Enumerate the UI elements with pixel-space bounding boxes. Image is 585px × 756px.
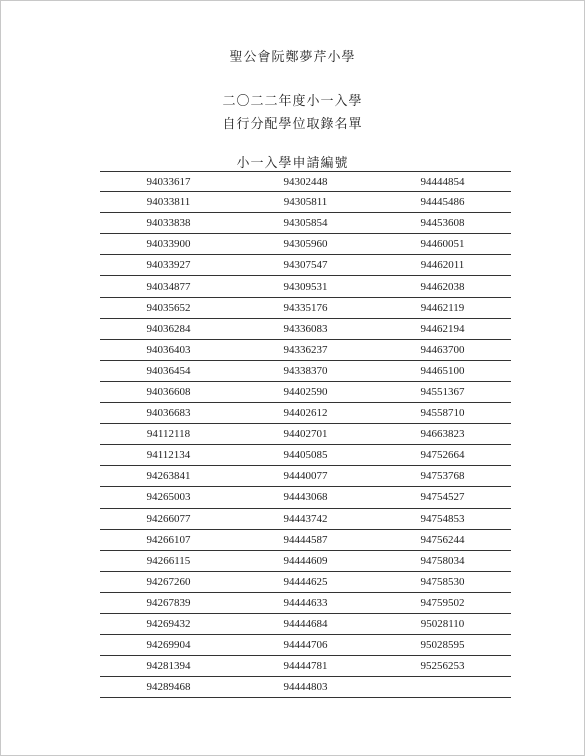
application-number-cell: 94443068	[283, 491, 328, 504]
application-number-cell: 94035652	[146, 301, 191, 314]
application-number-cell: 94033811	[146, 196, 191, 209]
application-number-cell: 94444781	[283, 660, 328, 673]
application-number-cell: 94265003	[146, 491, 191, 504]
table-row	[100, 213, 511, 234]
application-number-cell: 94033900	[146, 238, 191, 251]
application-number-cell: 94758530	[420, 575, 465, 588]
application-number-cell: 94444609	[283, 554, 328, 567]
application-number-cell: 94445486	[420, 196, 465, 209]
application-number-cell: 94444803	[283, 681, 328, 694]
application-number-cell: 94335176	[283, 301, 328, 314]
application-number-cell: 94558710	[420, 407, 465, 420]
table-row	[100, 319, 511, 340]
application-number-cell: 94267260	[146, 575, 191, 588]
application-number-cell: 94463700	[420, 343, 465, 356]
application-number-cell: 94266107	[146, 533, 191, 546]
application-number-cell: 94036284	[146, 322, 191, 335]
application-number-cell: 94402612	[283, 407, 328, 420]
application-number-cell: 94267839	[146, 596, 191, 609]
table-row	[100, 171, 511, 192]
table-row	[100, 424, 511, 445]
table-row	[100, 298, 511, 319]
application-number-cell: 94405085	[283, 449, 328, 462]
application-number-cell: 95028595	[420, 639, 465, 652]
table-row	[100, 509, 511, 530]
application-number-cell: 94444706	[283, 639, 328, 652]
application-number-cell: 94033927	[146, 259, 191, 272]
application-number-cell: 94756244	[420, 533, 465, 546]
application-number-cell: 94443742	[283, 512, 328, 525]
application-number-cell: 94036403	[146, 343, 191, 356]
table-row	[100, 487, 511, 508]
application-number-cell: 94444854	[420, 175, 465, 188]
table-row	[100, 255, 511, 276]
table-row	[100, 466, 511, 487]
application-number-cell: 94305854	[283, 217, 328, 230]
application-number-cell: 94460051	[420, 238, 465, 251]
application-number-cell: 94402701	[283, 428, 328, 441]
application-number-cell: 94462011	[420, 259, 465, 272]
application-number-cell: 94305960	[283, 238, 328, 251]
table-row	[100, 276, 511, 297]
application-number-cell: 94336237	[283, 343, 328, 356]
application-number-cell: 94036454	[146, 364, 191, 377]
application-number-cell: 94465100	[420, 364, 465, 377]
application-number-cell: 94759502	[420, 596, 465, 609]
application-number-cell: 94462038	[420, 280, 465, 293]
year-title: 二〇二二年度小一入學	[222, 94, 363, 109]
application-number-cell: 94753768	[420, 470, 465, 483]
table-row	[100, 551, 511, 572]
application-number-cell: 94551367	[420, 385, 465, 398]
table-heading: 小一入學申請編號	[236, 156, 349, 171]
application-number-cell: 94754527	[420, 491, 465, 504]
application-number-cell: 94269904	[146, 639, 191, 652]
table-row	[100, 677, 511, 698]
application-number-cell: 94754853	[420, 512, 465, 525]
table-row	[100, 340, 511, 361]
table-row	[100, 382, 511, 403]
application-number-cell: 94453608	[420, 217, 465, 230]
application-number-cell: 94281394	[146, 660, 191, 673]
application-number-cell: 94036683	[146, 407, 191, 420]
application-number-cell: 94112118	[146, 428, 191, 441]
table-row	[100, 530, 511, 551]
application-number-cell: 94307547	[283, 259, 328, 272]
table-row	[100, 445, 511, 466]
application-number-cell: 94338370	[283, 364, 328, 377]
application-number-cell: 94033617	[146, 175, 191, 188]
table-row	[100, 593, 511, 614]
table-row	[100, 635, 511, 656]
table-row	[100, 361, 511, 382]
application-number-cell: 94033838	[146, 217, 191, 230]
table-row	[100, 403, 511, 424]
application-number-cell: 94444633	[283, 596, 328, 609]
admission-number-table	[100, 171, 511, 698]
application-number-cell: 94402590	[283, 385, 328, 398]
application-number-cell: 94444587	[283, 533, 328, 546]
table-row	[100, 192, 511, 213]
application-number-cell: 95028110	[420, 618, 465, 631]
application-number-cell: 94462194	[420, 322, 465, 335]
table-row	[100, 234, 511, 255]
application-number-cell: 94112134	[146, 449, 191, 462]
application-number-cell: 94440077	[283, 470, 328, 483]
table-row	[100, 572, 511, 593]
application-number-cell: 94758034	[420, 554, 465, 567]
sub-title: 自行分配學位取錄名單	[222, 117, 363, 132]
application-number-cell: 94663823	[420, 428, 465, 441]
application-number-cell: 94266115	[146, 554, 191, 567]
application-number-cell: 94309531	[283, 280, 328, 293]
application-number-cell: 94336083	[283, 322, 328, 335]
application-number-cell: 94266077	[146, 512, 191, 525]
application-number-cell: 94036608	[146, 385, 191, 398]
application-number-cell: 94263841	[146, 470, 191, 483]
application-number-cell: 94289468	[146, 681, 191, 694]
application-number-cell: 94034877	[146, 280, 191, 293]
application-number-cell: 94269432	[146, 618, 191, 631]
application-number-cell: 94305811	[283, 196, 328, 209]
application-number-cell: 94462119	[420, 301, 465, 314]
application-number-cell: 94444684	[283, 618, 328, 631]
table-row	[100, 614, 511, 635]
application-number-cell: 94752664	[420, 449, 465, 462]
table-row	[100, 656, 511, 677]
application-number-cell: 94302448	[283, 175, 328, 188]
school-name: 聖公會阮鄭夢芹小學	[229, 50, 356, 65]
application-number-cell: 95256253	[420, 660, 465, 673]
application-number-cell: 94444625	[283, 575, 328, 588]
